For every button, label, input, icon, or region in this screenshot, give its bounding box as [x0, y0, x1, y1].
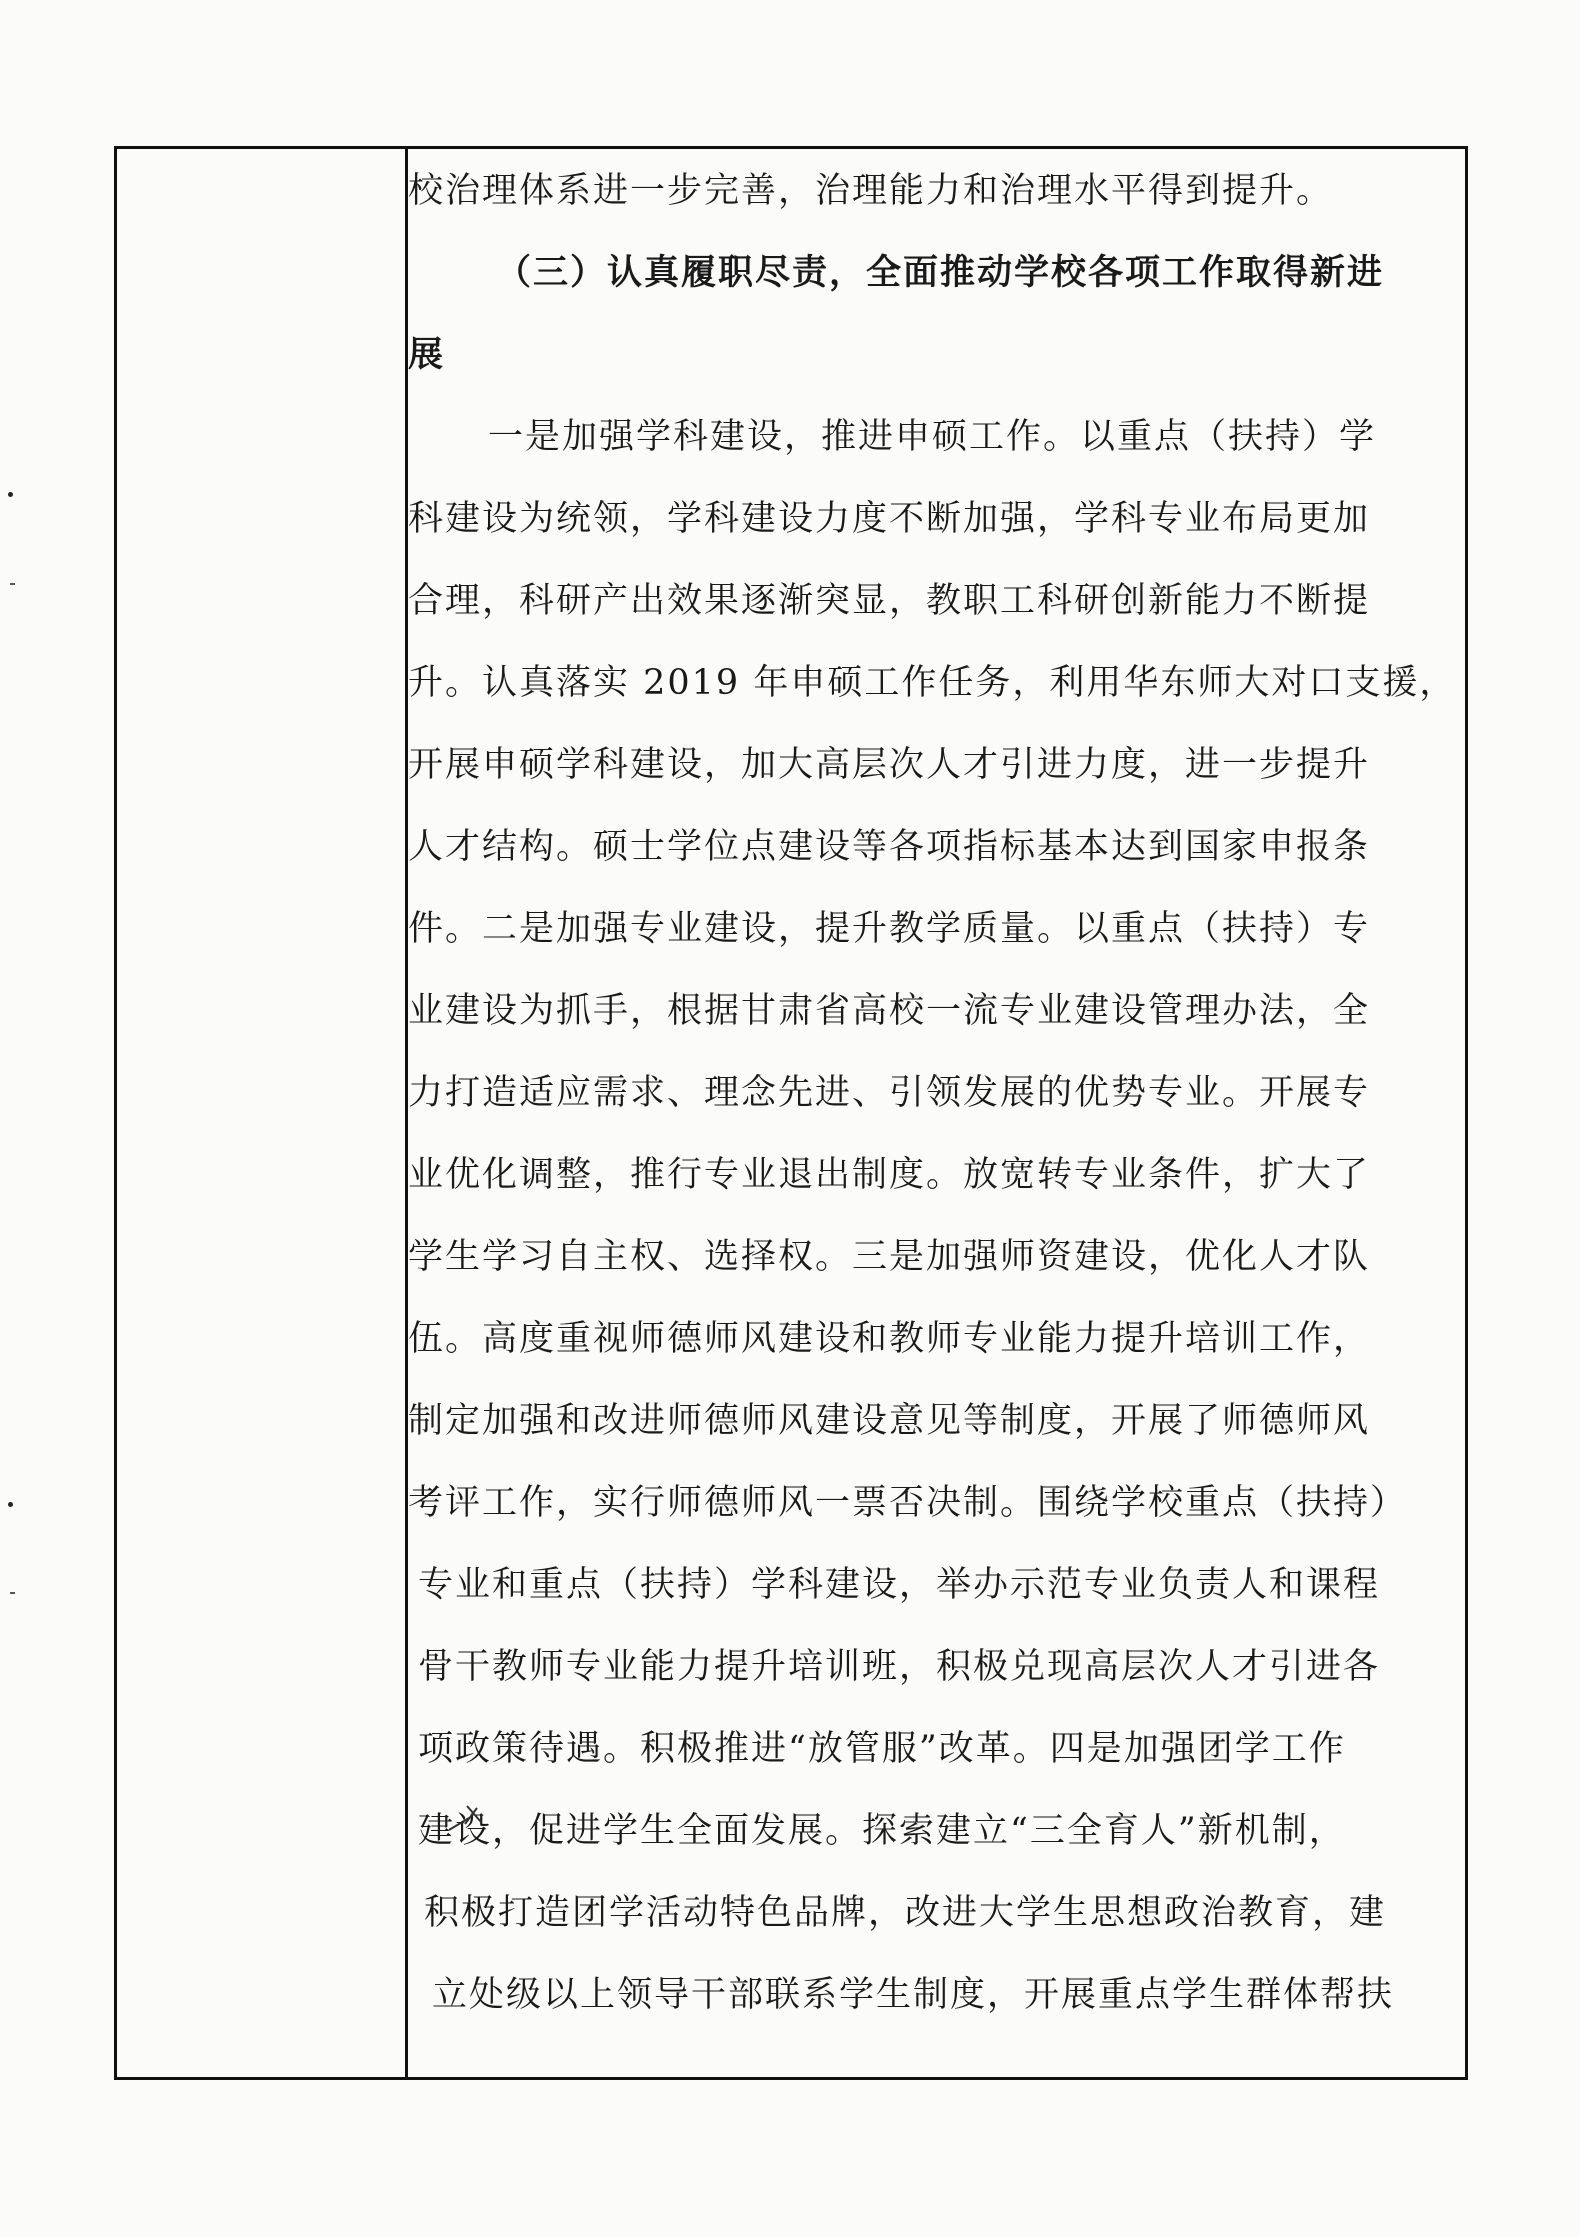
handwritten-mark-icon: [447, 1800, 507, 1834]
text-line: 合理，科研产出效果逐渐突显，教职工科研创新能力不断提: [408, 581, 1371, 621]
text-line: 建设，促进学生全面发展。探索建立“三全育人”新机制，: [418, 1811, 1346, 1851]
text-line: 制定加强和改进师德师风建设意见等制度，开展了师德师风: [408, 1401, 1371, 1441]
text-line: 人才结构。硕士学位点建设等各项指标基本达到国家申报条: [408, 827, 1371, 867]
margin-dot: [8, 1502, 13, 1507]
text-line: 考评工作，实行师德师风一票否决制。围绕学校重点（扶持）: [408, 1483, 1408, 1523]
text-line: 业建设为抓手，根据甘肃省高校一流专业建设管理办法，全: [408, 991, 1371, 1031]
margin-tick: [10, 583, 15, 585]
text-line: 升。认真落实 2019 年申硕工作任务，利用华东师大对口支援，: [408, 663, 1457, 703]
text-line: 校治理体系进一步完善，治理能力和治理水平得到提升。: [408, 171, 1334, 211]
text-line: 积极打造团学活动特色品牌，改进大学生思想政治教育，建: [424, 1893, 1387, 1933]
text-line: 骨干教师专业能力提升培训班，积极兑现高层次人才引进各: [418, 1647, 1381, 1687]
section-heading-continued: 展: [408, 334, 446, 375]
text-line: 立处级以上领导干部联系学生制度，开展重点学生群体帮扶: [432, 1975, 1395, 2015]
text-line: 力打造适应需求、理念先进、引领发展的优势专业。开展专: [408, 1073, 1371, 1113]
text-line: 专业和重点（扶持）学科建设，举办示范专业负责人和课程: [418, 1565, 1381, 1605]
text-line: 科建设为统领，学科建设力度不断加强，学科专业布局更加: [408, 499, 1371, 539]
table-label-cell: [117, 149, 405, 2077]
text-line: 项政策待遇。积极推进“放管服”改革。四是加强团学工作: [418, 1729, 1346, 1769]
text-line: 伍。高度重视师德师风建设和教师专业能力提升培训工作，: [408, 1319, 1371, 1359]
text-line: 业优化调整，推行专业退出制度。放宽转专业条件，扩大了: [408, 1155, 1371, 1195]
margin-dot: [8, 492, 13, 497]
text-line: 一是加强学科建设，推进申硕工作。以重点（扶持）学: [488, 417, 1377, 457]
section-heading: （三）认真履职尽责，全面推动学校各项工作取得新进: [496, 252, 1385, 293]
table-content-cell: [408, 149, 1468, 2077]
text-line: 学生学习自主权、选择权。三是加强师资建设，优化人才队: [408, 1237, 1371, 1277]
margin-tick: [10, 1592, 15, 1594]
text-line: 件。二是加强专业建设，提升教学质量。以重点（扶持）专: [408, 909, 1371, 949]
text-line: 开展申硕学科建设，加大高层次人才引进力度，进一步提升: [408, 745, 1371, 785]
